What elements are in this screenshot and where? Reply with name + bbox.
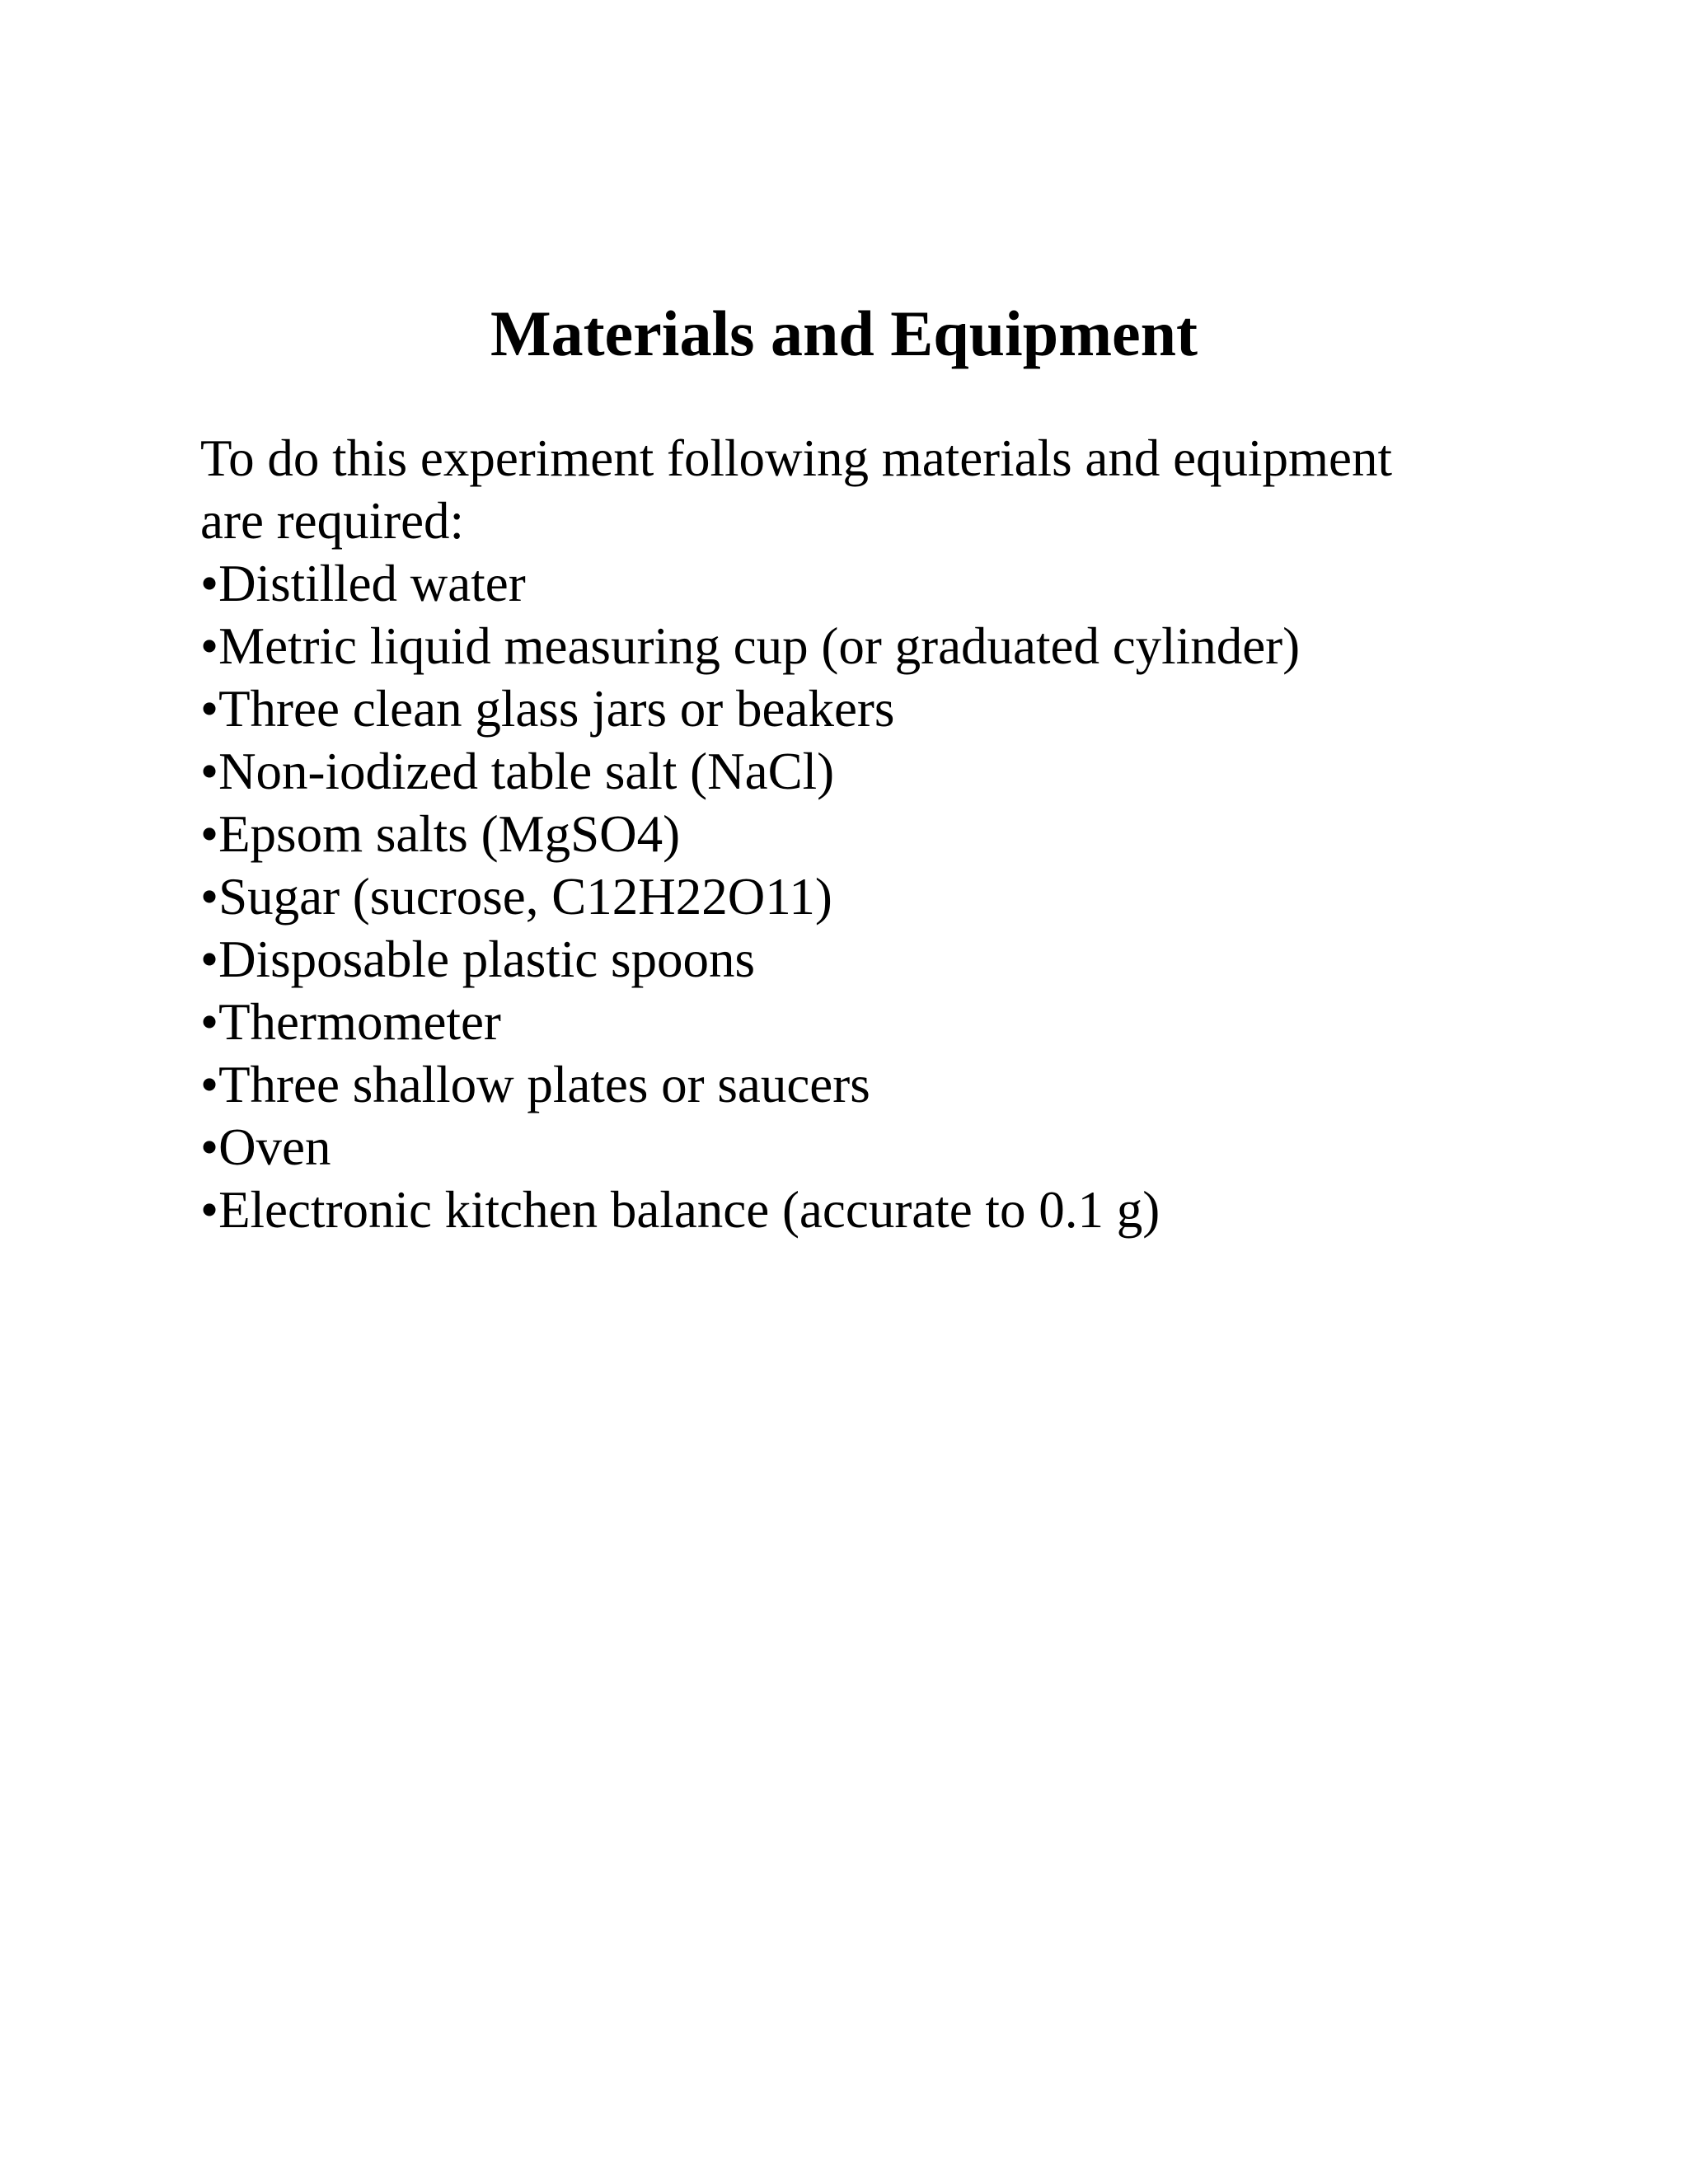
- intro-line-1: To do this experiment following materials and equipment: [200, 429, 1393, 487]
- list-item-text: Sugar (sucrose, C12H22O11): [218, 868, 832, 926]
- list-item: [200, 1053, 1519, 1116]
- list-item-text: Three shallow plates or saucers: [218, 1056, 870, 1113]
- list-item-text: Non-iodized table salt (NaCl): [218, 743, 835, 800]
- bullet-icon: •: [200, 930, 219, 988]
- document-body: [200, 427, 1519, 1241]
- list-item: [200, 677, 1519, 740]
- list-item: [200, 552, 1519, 615]
- bullet-icon: •: [200, 1056, 219, 1113]
- list-item-text: Disposable plastic spoons: [218, 930, 756, 988]
- bullet-icon: •: [200, 993, 219, 1051]
- list-item-text: Electronic kitchen balance (accurate to 0.1 g): [218, 1181, 1160, 1239]
- intro-paragraph: [200, 427, 1519, 552]
- list-item: [200, 1116, 1519, 1179]
- list-item: [200, 1179, 1519, 1241]
- bullet-icon: •: [200, 555, 219, 612]
- list-item-text: Oven: [218, 1118, 331, 1176]
- bullet-icon: •: [200, 617, 219, 675]
- bullet-icon: •: [200, 868, 219, 926]
- bullet-icon: •: [200, 743, 219, 800]
- list-item-text: Metric liquid measuring cup (or graduated cylinder): [218, 617, 1301, 675]
- list-item-text: Thermometer: [218, 993, 501, 1051]
- page-title: Materials and Equipment: [490, 298, 1198, 369]
- bullet-icon: •: [200, 805, 219, 863]
- bullet-icon: •: [200, 1181, 219, 1239]
- list-item: [200, 865, 1519, 928]
- list-item-text: Distilled water: [218, 555, 526, 612]
- list-item: [200, 740, 1519, 803]
- list-item-text: Epsom salts (MgSO4): [218, 805, 681, 863]
- list-item: [200, 803, 1519, 865]
- materials-list: [200, 552, 1519, 1241]
- list-item: [200, 615, 1519, 677]
- list-item: [200, 928, 1519, 991]
- list-item-text: Three clean glass jars or beakers: [218, 680, 895, 738]
- bullet-icon: •: [200, 1118, 219, 1176]
- intro-line-2: are required:: [200, 492, 465, 550]
- bullet-icon: •: [200, 680, 219, 738]
- list-item: [200, 991, 1519, 1053]
